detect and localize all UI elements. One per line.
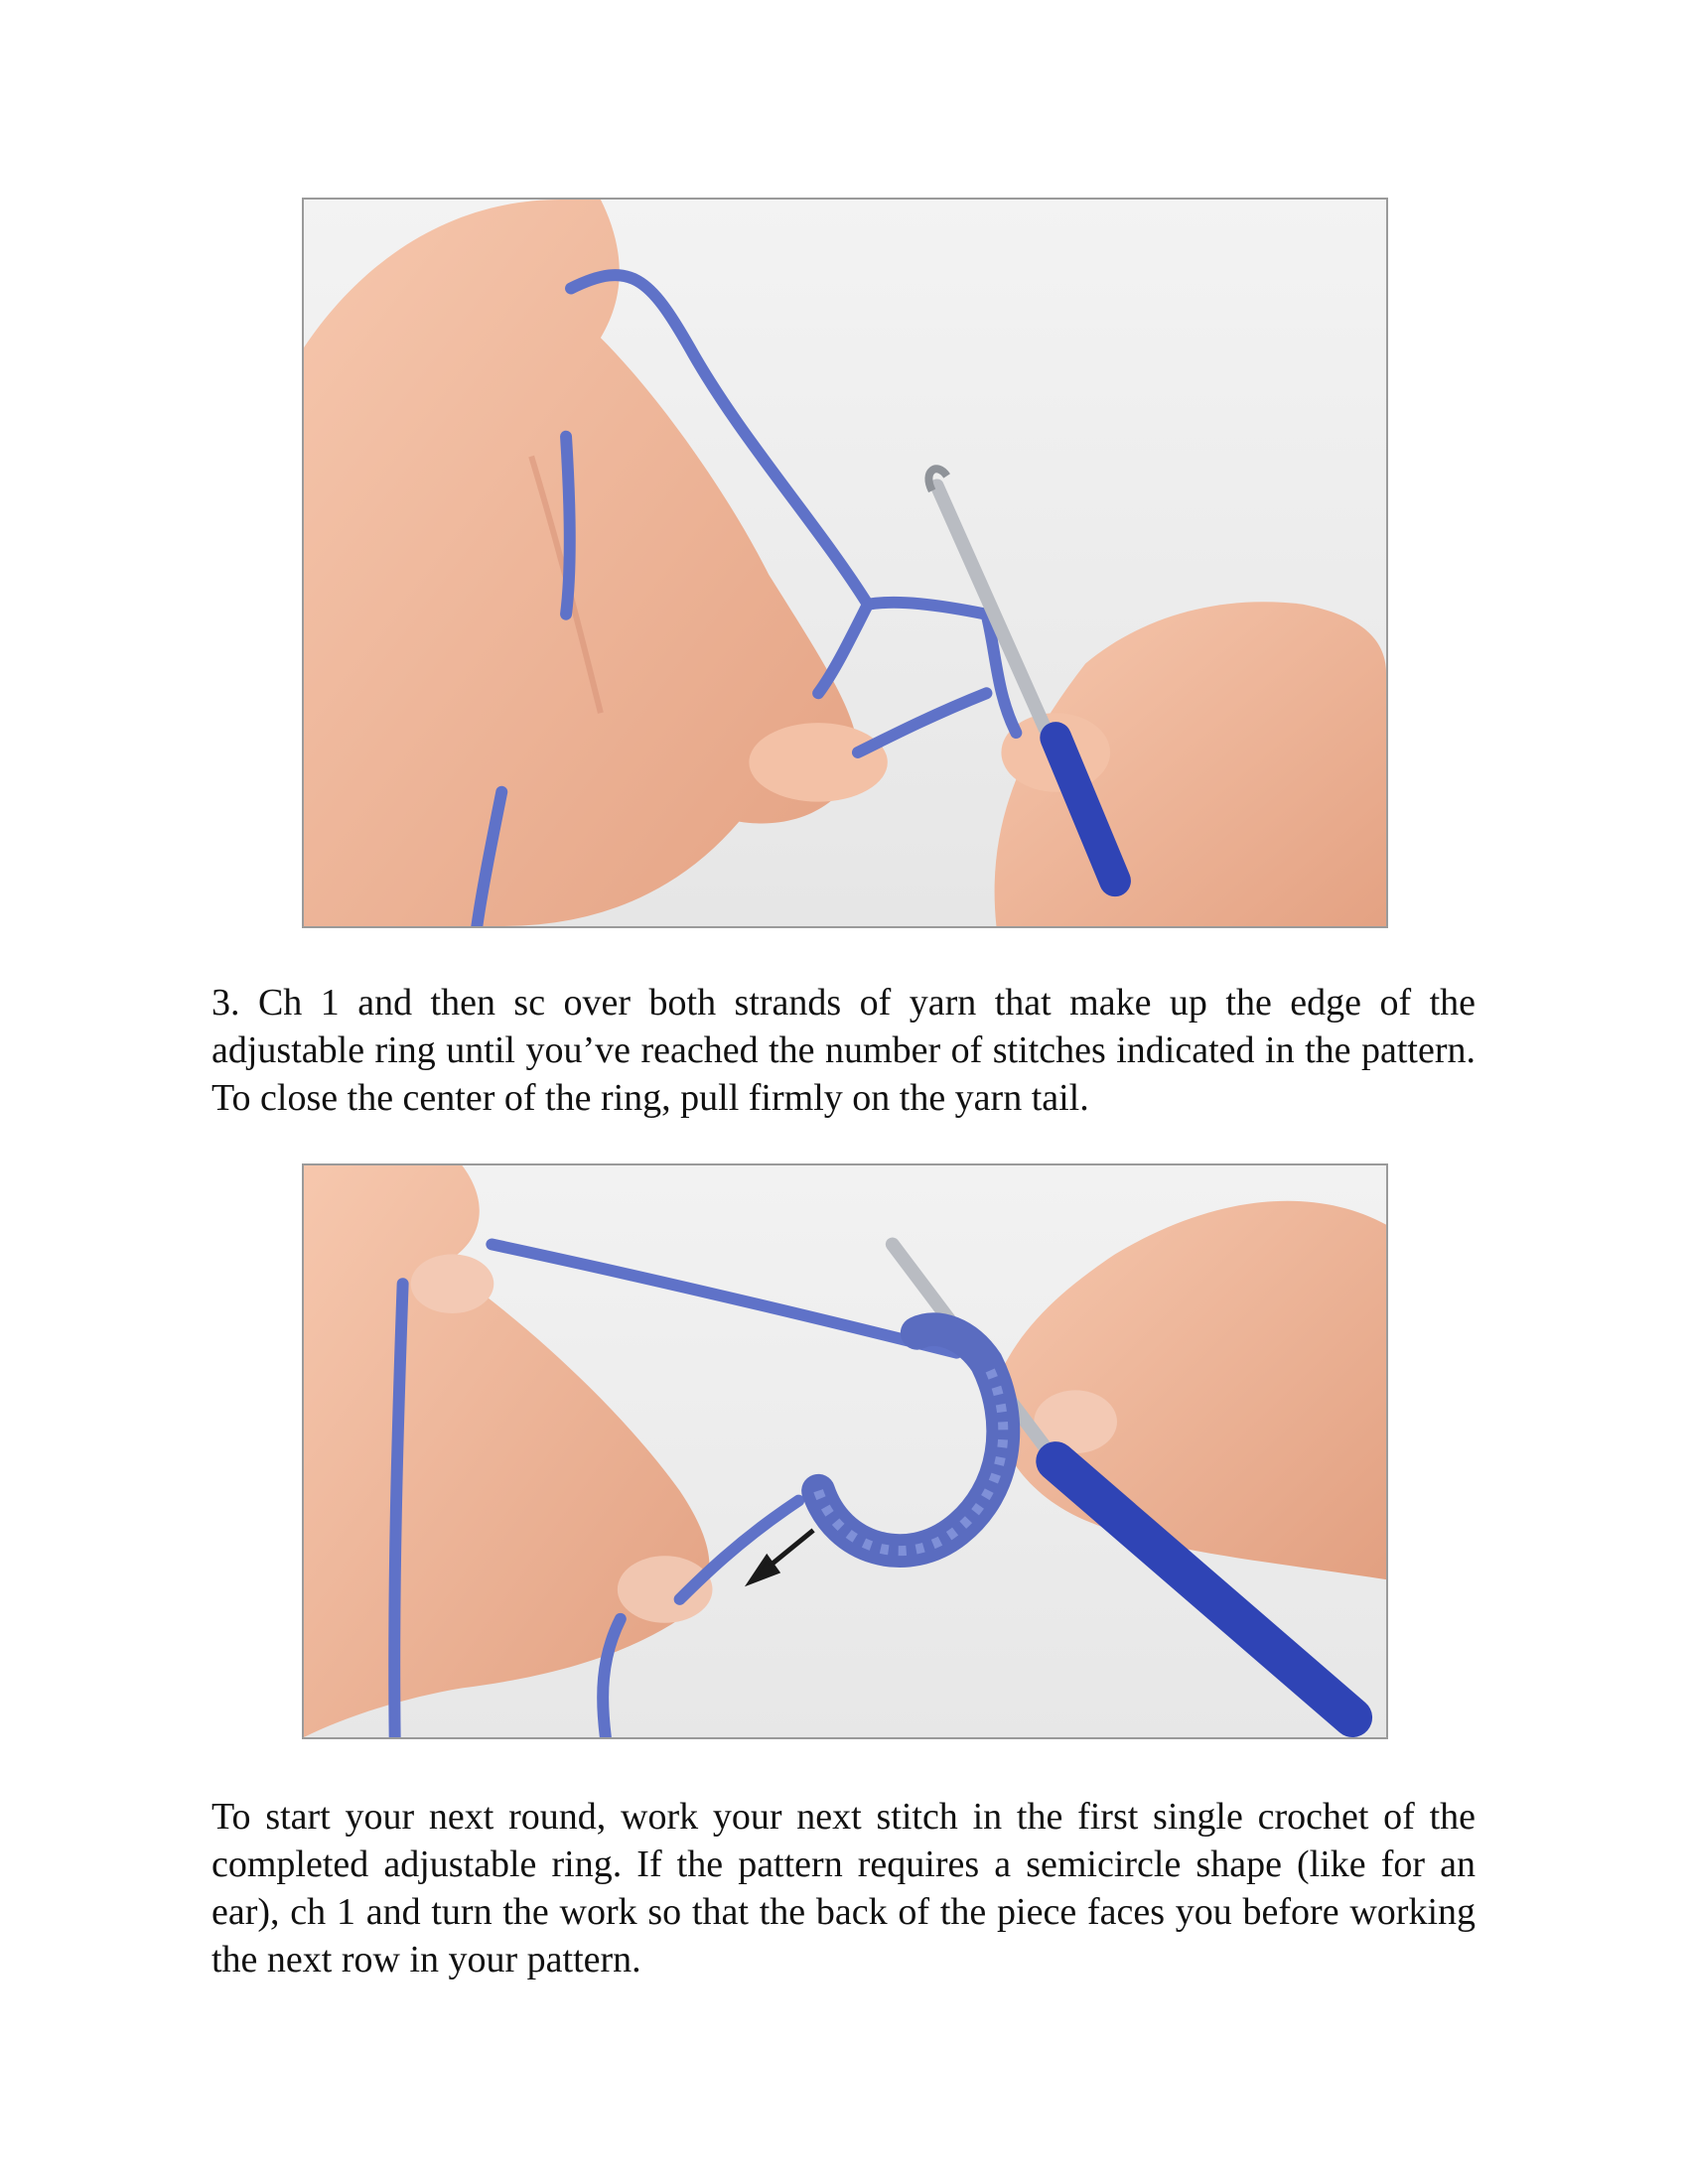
photo-yarn-loop-on-fingers (302, 198, 1388, 928)
photo-2-illustration (304, 1165, 1386, 1737)
next-round-instruction: To start your next round, work your next stitch in the first single crochet of the completed adjustable ring. If the pattern requires a semicircle shape (like for an ear), ch 1 and turn the work so that the back of the piece faces you before working the next row in your pattern. (211, 1796, 1476, 1980)
left-thumb-tip (749, 723, 887, 802)
step-3-instruction: 3. Ch 1 and then sc over both strands of yarn that make up the edge of the adjustable ring until you’ve reached the number of stitches indicated in the pattern. To close the center of the ring, pull firmly on the yarn tail. (211, 982, 1476, 1119)
photo-ring-with-stitches (302, 1163, 1388, 1739)
photo-1-illustration (304, 200, 1386, 926)
left-finger-nail (411, 1254, 494, 1313)
